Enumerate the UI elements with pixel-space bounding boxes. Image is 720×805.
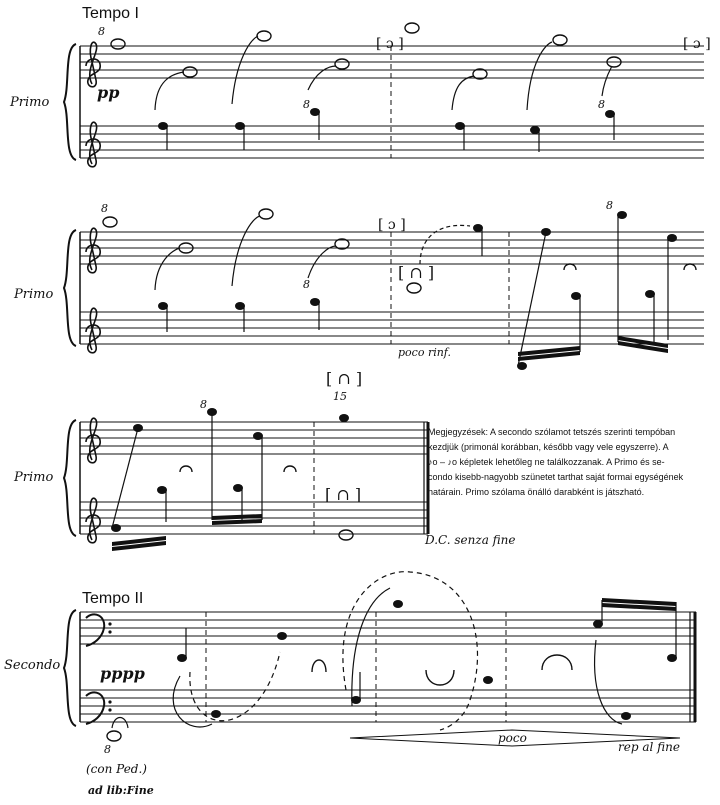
- instrument-label-3: Primo: [14, 470, 54, 485]
- ottava-mark: 8: [98, 25, 105, 38]
- footnote-line: Megjegyzések: A secondo szólamot tetszés szerinti tempóban: [428, 427, 676, 437]
- svg-text:[ ∩ ]: [ ∩ ]: [326, 369, 363, 388]
- footnote-line: condo kisebb-nagyobb szünetet tarthat saját formai egységének: [428, 472, 684, 482]
- ottava-mark: 8: [606, 199, 613, 212]
- svg-text:[ ∩ ]: [ ∩ ]: [398, 263, 435, 282]
- svg-text:[ ɔ ]: [ ɔ ]: [683, 36, 711, 52]
- instrument-label-4: Secondo: [4, 658, 61, 673]
- instrument-label-1: Primo: [10, 95, 50, 110]
- tempo-marking-4: Tempo II: [82, 590, 144, 607]
- ottava-mark: 8: [200, 398, 207, 411]
- note-heads: [158, 108, 615, 134]
- svg-text:[ ɔ ]: [ ɔ ]: [376, 36, 404, 52]
- dynamic-mark-4: pppp: [100, 664, 145, 683]
- ottava-mark: 8: [303, 278, 310, 291]
- ad-lib-mark: ad lib:Fine: [88, 784, 154, 797]
- expression-mark-2: poco rinf.: [398, 346, 451, 359]
- system-4: [64, 572, 696, 746]
- footnote-line: ♪o – ♪o képletek lehetőleg ne találkozzanak. A Primo és se-: [428, 457, 665, 467]
- ottava-mark: 8: [101, 202, 108, 215]
- expression-mark-3: D.C. senza fine: [425, 533, 516, 547]
- pedal-mark: (con Ped.): [86, 762, 147, 776]
- stems-and-slurs: [155, 36, 614, 152]
- footnote-line: kezdjük (primonál korábban, később vagy vele egyszerre). A: [428, 442, 669, 452]
- rep-al-fine-mark: rep al fine: [618, 740, 680, 754]
- poco-mark: poco: [498, 731, 527, 745]
- quindicesima-mark: 15: [333, 390, 347, 403]
- staff-lines: [80, 46, 704, 158]
- ottava-mark: 8: [303, 98, 310, 111]
- system-2: [64, 209, 704, 370]
- brace: [64, 44, 76, 160]
- bass-clef: [86, 614, 104, 724]
- dynamic-mark-1: pp: [97, 83, 120, 102]
- system-1: [64, 23, 711, 167]
- tempo-marking-1: Tempo I: [82, 5, 139, 22]
- ottava-mark: 8: [598, 98, 605, 111]
- footnote-line: határain. Primo szólama önálló darabként is játszható.: [428, 487, 645, 497]
- open-notes: [111, 23, 621, 79]
- hairpin: [350, 730, 680, 746]
- treble-clef: [86, 42, 100, 167]
- ottava-mark: 8: [104, 743, 111, 756]
- instrument-label-2: Primo: [14, 287, 54, 302]
- system-3: [64, 369, 428, 551]
- svg-text:[ ɔ ]: [ ɔ ]: [378, 217, 406, 233]
- svg-text:[ ∩ ]: [ ∩ ]: [325, 485, 362, 504]
